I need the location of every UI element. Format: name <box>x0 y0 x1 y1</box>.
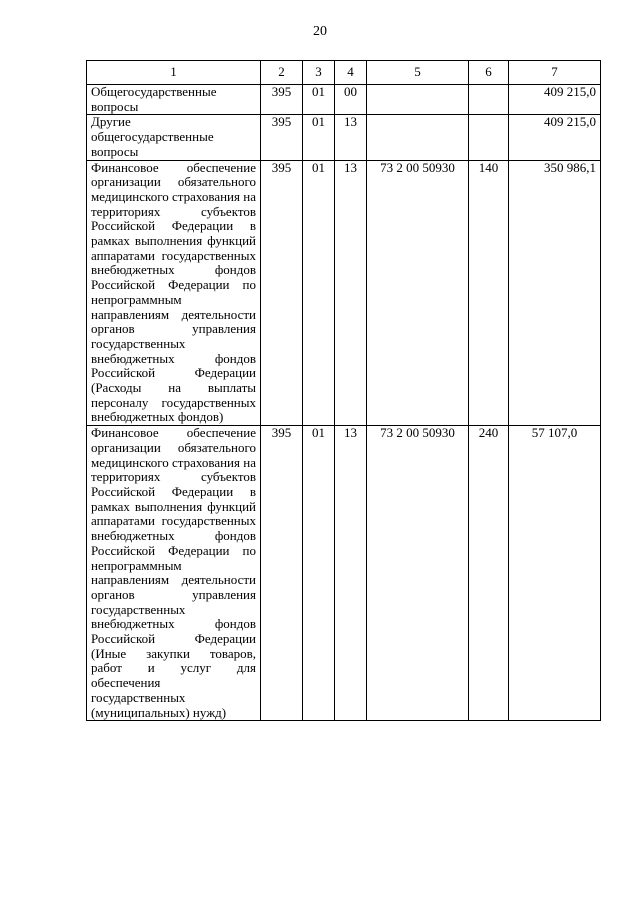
row-name: Финансовое обеспечение организации обязательного медицинского страхования на территориях субъектов Российской Федерации в рамках выполнения функций аппаратами государственных внебюджетных фондов Российской Федерации по непрограммным направлениям деятельности органов управления государственных внебюджетных фондов Российской Федерации (Расходы на выплаты персоналу государственных внебюджетных фондов) <box>87 160 261 426</box>
budget-table <box>86 60 601 721</box>
row-name: Другие общегосударственные вопросы <box>87 115 261 160</box>
row-subsection-code: 13 <box>335 426 367 721</box>
table-row <box>87 85 601 115</box>
column-header: 5 <box>367 61 469 85</box>
column-header: 7 <box>509 61 601 85</box>
column-header: 1 <box>87 61 261 85</box>
table-row <box>87 115 601 160</box>
column-header: 3 <box>303 61 335 85</box>
row-ministry-code: 395 <box>261 85 303 115</box>
row-subsection-code: 13 <box>335 160 367 426</box>
row-amount: 57 107,0 <box>509 426 601 721</box>
row-target-article <box>367 115 469 160</box>
row-section-code: 01 <box>303 115 335 160</box>
row-amount: 350 986,1 <box>509 160 601 426</box>
row-ministry-code: 395 <box>261 115 303 160</box>
table-row <box>87 426 601 721</box>
row-name: Общегосударственные вопросы <box>87 85 261 115</box>
row-target-article <box>367 85 469 115</box>
table-header-row <box>87 61 601 85</box>
row-expense-type <box>469 85 509 115</box>
row-section-code: 01 <box>303 160 335 426</box>
page-number: 20 <box>313 24 327 39</box>
row-name: Финансовое обеспечение организации обязательного медицинского страхования на территориях субъектов Российской Федерации в рамках выполнения функций аппаратами государственных внебюджетных фондов Российской Федерации по непрограммным направлениям деятельности органов управления государственных внебюджетных фондов Российской Федерации (Иные закупки товаров, работ и услуг для обеспечения государственных (муниципальных) нужд) <box>87 426 261 721</box>
row-ministry-code: 395 <box>261 426 303 721</box>
table-row <box>87 160 601 426</box>
row-expense-type: 140 <box>469 160 509 426</box>
row-section-code: 01 <box>303 85 335 115</box>
row-amount: 409 215,0 <box>509 85 601 115</box>
row-subsection-code: 00 <box>335 85 367 115</box>
row-amount: 409 215,0 <box>509 115 601 160</box>
row-ministry-code: 395 <box>261 160 303 426</box>
row-target-article: 73 2 00 50930 <box>367 426 469 721</box>
column-header: 4 <box>335 61 367 85</box>
row-expense-type: 240 <box>469 426 509 721</box>
row-target-article: 73 2 00 50930 <box>367 160 469 426</box>
column-header: 6 <box>469 61 509 85</box>
column-header: 2 <box>261 61 303 85</box>
row-expense-type <box>469 115 509 160</box>
row-section-code: 01 <box>303 426 335 721</box>
row-subsection-code: 13 <box>335 115 367 160</box>
